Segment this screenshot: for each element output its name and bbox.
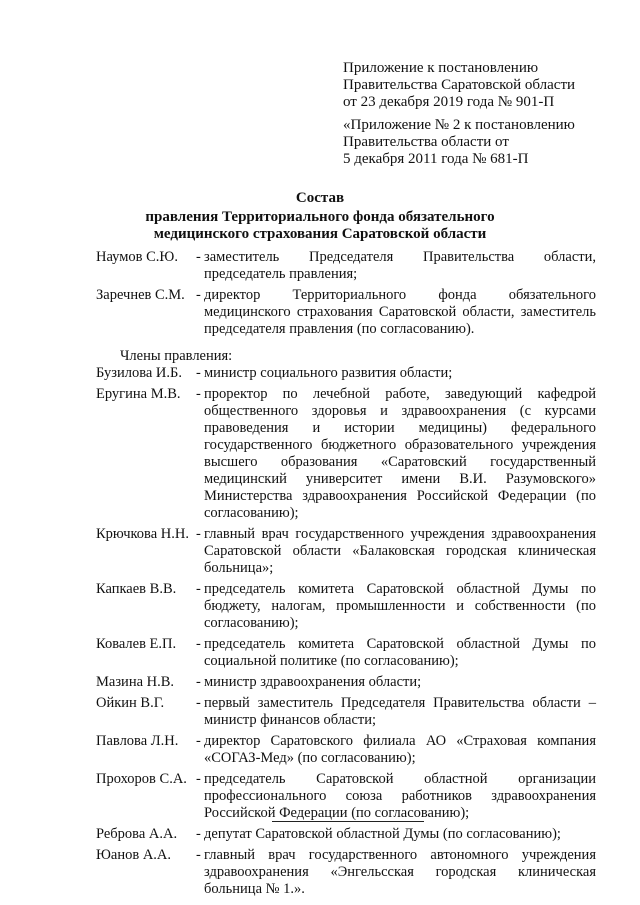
member-position: председатель комитета Саратовской областной Думы по социальной политике (по согласованию); (204, 636, 596, 669)
member-position: депутат Саратовской областной Думы (по согласованию); (204, 826, 561, 842)
members-list (96, 365, 596, 898)
member-dash: - (196, 581, 201, 597)
document-title (60, 190, 580, 243)
member-name: Бузилова И.Б. (96, 365, 182, 381)
member-position: министр здравоохранения области; (204, 674, 422, 690)
member-row (96, 847, 596, 898)
title-heading: Состав (295, 190, 345, 206)
member-row (96, 674, 596, 691)
member-dash: - (196, 365, 201, 381)
member-row (96, 249, 596, 283)
member-dash: - (196, 636, 201, 652)
attachment-note (343, 60, 613, 168)
member-name: Крючкова Н.Н. (96, 526, 189, 542)
member-position: министр социального развития области; (204, 365, 453, 381)
member-dash: - (196, 733, 201, 749)
member-name: Мазина Н.В. (96, 674, 175, 690)
member-position: директор Территориального фонда обязательного медицинского страхования Саратовской области, заместитель председателя правления (по согласованию). (204, 287, 596, 337)
attachment-original: «Приложение № 2 к постановлению Правительства области от 5 декабря 2011 года № 681-П (343, 117, 575, 167)
member-name: Наумов С.Ю. (96, 249, 178, 265)
member-dash: - (196, 386, 201, 402)
member-position: директор Саратовского филиала АО «Страховая компания «СОГАЗ-Мед» (по согласованию); (204, 733, 596, 766)
member-row (96, 581, 596, 632)
member-name: Реброва А.А. (96, 826, 178, 842)
leaders-list (96, 249, 596, 338)
member-name: Ойкин В.Г. (96, 695, 165, 711)
member-dash: - (196, 847, 201, 863)
member-position: первый заместитель Председателя Правительства области – министр финансов области; (204, 695, 596, 728)
member-row (96, 636, 596, 670)
member-dash: - (196, 526, 201, 542)
member-name: Капкаев В.В. (96, 581, 177, 597)
title-line-2: медицинского страхования Саратовской области (153, 226, 487, 242)
member-dash: - (196, 674, 201, 690)
member-name: Еругина М.В. (96, 386, 181, 402)
member-name: Прохоров С.А. (96, 771, 187, 787)
member-position: заместитель Председателя Правительства области, председатель правления; (204, 249, 596, 282)
member-name: Заречнев С.М. (96, 287, 185, 303)
attachment-main: Приложение к постановлению Правительства Саратовской области от 23 декабря 2019 года № 901-П (343, 60, 576, 110)
member-dash: - (196, 249, 201, 265)
closing-divider (272, 821, 424, 822)
member-row (96, 695, 596, 729)
title-line-1: правления Территориального фонда обязательного (145, 209, 495, 225)
member-dash: - (196, 287, 201, 303)
member-row (96, 365, 596, 382)
board-composition (96, 249, 596, 902)
member-row (96, 771, 596, 822)
member-position: председатель комитета Саратовской областной Думы по бюджету, налогам, промышленности и собственности (по согласованию); (204, 581, 596, 631)
member-position: главный врач государственного автономного учреждения здравоохранения «Энгельсская городская клиническая больница № 1.». (204, 847, 596, 897)
member-dash: - (196, 771, 201, 787)
member-dash: - (196, 826, 201, 842)
member-position: главный врач государственного учреждения здравоохранения Саратовской области «Балаковская городская клиническая больница»; (204, 526, 596, 576)
member-row (96, 733, 596, 767)
members-heading: Члены правления: (120, 348, 233, 364)
member-dash: - (196, 695, 201, 711)
member-name: Павлова Л.Н. (96, 733, 179, 749)
member-name: Ковалев Е.П. (96, 636, 177, 652)
member-row (96, 386, 596, 522)
member-row (96, 526, 596, 577)
member-position: председатель Саратовской областной организации профессионального союза работников здравоохранения Российской Федерации (по согласованию); (204, 771, 596, 821)
member-name: Юанов А.А. (96, 847, 172, 863)
member-position: проректор по лечебной работе, заведующий кафедрой общественного здоровья и здравоохранения (с курсами правоведения и истории медицины) федерального государственного бюджетного образовательного учреждения высшего образования «Саратовский государственный медицинский университет имени В.И. Разумовского» Министерства здравоохранения Российской Федерации (по согласованию); (204, 386, 596, 521)
member-row (96, 826, 596, 843)
member-row (96, 287, 596, 338)
